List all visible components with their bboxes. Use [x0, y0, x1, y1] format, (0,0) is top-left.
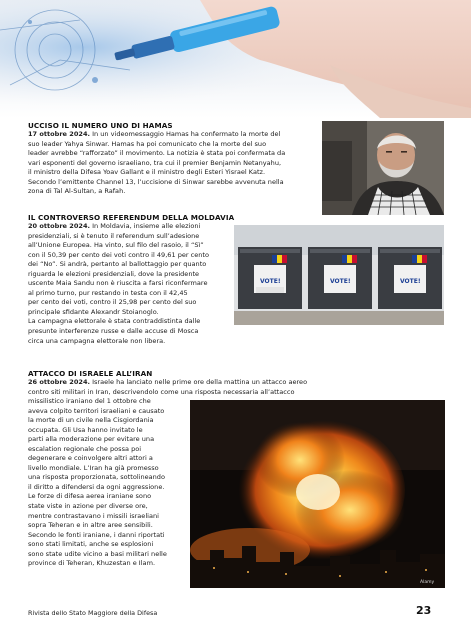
section-title-iran: ATTACCO DI ISRAELE ALL’IRAN — [28, 369, 153, 378]
body-line: Le forze di difesa aerea iraniane sono — [28, 492, 152, 501]
body-line: sono stati limitati, anche se esplosioni — [28, 540, 154, 549]
body-line: al primo turno, pur restando in testa con il 42,45 — [28, 288, 188, 297]
section-date-iran: 26 ottobre 2024. — [28, 378, 90, 386]
explosion-photo — [190, 400, 445, 588]
body-line: presunte interferenze russe e dalle accuse di Mosca — [28, 327, 199, 336]
body-line: la morte di un civile nella Cisgiordania — [28, 416, 154, 425]
body-line: circa una campagna elettorale non libera. — [28, 336, 166, 345]
body-line: Secondo l’emittente Channel 13, l’uccisione di Sinwar sarebbe avvenuta nella — [28, 177, 284, 186]
body-line: livello mondiale. L’Iran ha già promesso — [28, 463, 159, 472]
ballot-label: VOTE! — [400, 278, 421, 285]
body-line: all’Unione Europea. Ha vinto, sul filo del rasoio, il “Sì” — [28, 241, 204, 250]
body-line: mentre contrastavano i missili israeliani — [28, 511, 159, 520]
body-line: una risposta proporzionata, sottolineando — [28, 473, 165, 482]
ballot-booths-photo — [234, 225, 444, 325]
body-line: province di Teheran, Khuzestan e Ilam. — [28, 559, 156, 568]
body-line: escalation regionale che possa poi — [28, 444, 142, 453]
section-body-hamas — [28, 130, 318, 197]
body-line: Israele ha lanciato nelle prime ore della mattina un attacco aereo — [90, 378, 308, 386]
sinwar-photo — [322, 121, 444, 215]
body-line: con il 50,39 per cento dei voti contro il 49,61 per cento — [28, 250, 209, 259]
body-line: uscente Maia Sandu non è riuscita a farsi riconfermare — [28, 279, 208, 288]
body-line: La campagna elettorale è stata contraddistinta dalle — [28, 317, 201, 326]
body-line: vari esponenti del governo israeliano, tra cui il premier Benjamin Netanyahu, — [28, 158, 282, 167]
body-line: sono state udite vicino a basi militari nelle — [28, 549, 167, 558]
body-line: zona di Tal Al-Sultan, a Rafah. — [28, 187, 126, 196]
body-line: presidenziali, si è tenuto il referendum sull’adesione — [28, 231, 200, 240]
section-date-hamas: 17 ottobre 2024. — [28, 130, 90, 138]
section-title-moldavia: IL CONTROVERSO REFERENDUM DELLA MOLDAVIA — [28, 213, 235, 222]
body-line: In Moldavia, insieme alle elezioni — [90, 222, 201, 230]
section-body-moldavia — [28, 222, 228, 346]
ballot-label: VOTE! — [260, 278, 281, 285]
ballot-label: VOTE! — [330, 278, 351, 285]
body-line: parti alla moderazione per evitare una — [28, 435, 155, 444]
body-line: missilistico iraniano del 1 ottobre che — [28, 397, 151, 405]
section-body-iran-column — [28, 397, 183, 569]
body-line: riguarda le elezioni presidenziali, dove la presidente — [28, 269, 200, 278]
body-line: contro siti militari in Iran, descrivendolo come una risposta necessaria all’attacco — [28, 387, 295, 396]
body-line: il diritto a difendersi da ogni aggressione. — [28, 482, 165, 491]
page-number: 23 — [416, 604, 432, 617]
photo-credit: Alamy — [420, 580, 435, 585]
section-title-hamas: UCCISO IL NUMERO UNO DI HAMAS — [28, 121, 173, 130]
body-line: sopra Teheran e in altre aree sensibili. — [28, 521, 153, 530]
body-line: il ministro della Difesa Yoav Gallant e il ministro degli Esteri Yisrael Katz. — [28, 168, 266, 177]
body-line: dei “No”. Si andrà, pertanto al ballottaggio per quanto — [28, 260, 207, 269]
body-line: occupata. Gli Usa hanno invitato le — [28, 425, 143, 434]
body-line: state viste in azione per diverse ore, — [28, 502, 148, 511]
body-line: Secondo le fonti iraniane, i danni riportati — [28, 530, 165, 539]
body-line: degenerare e coinvolgere altri attori a — [28, 454, 153, 463]
body-line: aveva colpito territori israeliani e causato — [28, 406, 165, 415]
body-line: principale sfidante Alexandr Stoianoglo. — [28, 307, 159, 316]
body-line: leader avrebbe “rafforzato” il movimento. La notizia è stata poi confermata da — [28, 149, 286, 158]
section-body-iran-top — [28, 378, 444, 397]
footer-publication: Rivista dello Stato Maggiore della Difesa — [28, 609, 158, 617]
body-line: In un videomessaggio Hamas ha confermato la morte del — [90, 130, 281, 138]
body-line: suo leader Yahya Sinwar. Hamas ha poi comunicato che la morte del suo — [28, 139, 267, 148]
section-date-moldavia: 20 ottobre 2024. — [28, 222, 90, 230]
hero-image — [0, 0, 471, 118]
body-line: per cento dei voti, contro il 25,98 per cento del suo — [28, 298, 197, 307]
